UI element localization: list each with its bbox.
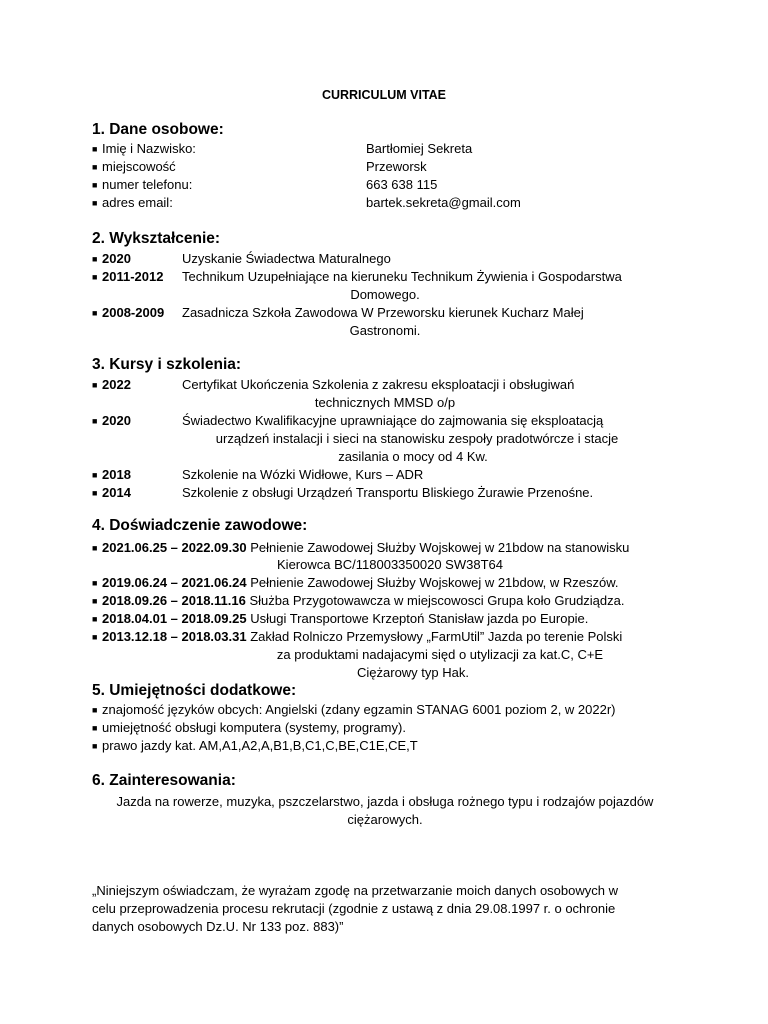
date-label: 2022 bbox=[102, 377, 131, 392]
entry-text: Technikum Uzupełniające na kieruneku Technikum Żywienia i Gospodarstwa bbox=[182, 269, 622, 284]
entry-text: Świadectwo Kwalifikacyjne uprawniające do zajmowania się eksploatacją bbox=[182, 413, 604, 428]
entry-text-continued: Kierowca BC/118003350020 SW38T64 bbox=[277, 557, 503, 572]
date-range-label: 2018.09.26 – 2018.11.16 bbox=[102, 593, 246, 608]
entry-text: Zakład Rolniczo Przemysłowy „FarmUtil” Jazda po terenie Polski bbox=[250, 629, 623, 644]
list-item bbox=[92, 412, 603, 430]
entry-text-continued: Gastronomi. bbox=[349, 323, 421, 338]
entry-text: znajomość języków obcych: Angielski (zdany egzamin STANAG 6001 poziom 2, w 2022r) bbox=[102, 702, 616, 717]
bullet-icon: ■ bbox=[92, 705, 98, 715]
field-label: numer telefonu: bbox=[102, 177, 193, 192]
entry-text: Zasadnicza Szkoła Zawodowa W Przeworsku kierunek Kucharz Małej bbox=[182, 305, 584, 320]
bullet-icon: ■ bbox=[92, 614, 98, 624]
entry-text: umiejętność obsługi komputera (systemy, programy). bbox=[102, 720, 406, 735]
date-range-label: 2021.06.25 – 2022.09.30 bbox=[102, 540, 247, 555]
bullet-icon: ■ bbox=[92, 578, 98, 588]
bullet-icon: ■ bbox=[92, 596, 98, 606]
entry-text-continued: zasilania o mocy od 4 Kw. bbox=[338, 449, 488, 464]
date-label: 2020 bbox=[102, 251, 131, 266]
bullet-icon: ■ bbox=[92, 416, 98, 426]
list-item bbox=[92, 466, 423, 484]
list-item bbox=[92, 194, 173, 212]
section-heading-education: 2. Wykształcenie: bbox=[92, 230, 221, 247]
list-item bbox=[92, 304, 584, 322]
list-item bbox=[92, 176, 192, 194]
bullet-icon: ■ bbox=[92, 162, 98, 172]
interests-text-continued: ciężarowych. bbox=[347, 812, 423, 827]
date-label: 2014 bbox=[102, 485, 131, 500]
field-label: Imię i Nazwisko: bbox=[102, 141, 196, 156]
bullet-icon: ■ bbox=[92, 144, 98, 154]
section-heading-courses: 3. Kursy i szkolenia: bbox=[92, 356, 242, 373]
entry-text-continued: Domowego. bbox=[350, 287, 420, 302]
date-label: 2008-2009 bbox=[102, 305, 165, 320]
date-label: 2018 bbox=[102, 467, 131, 482]
interests-text: Jazda na rowerze, muzyka, pszczelarstwo, jazda i obsługa rożnego typu i rodzajów pojazdów bbox=[116, 794, 654, 809]
list-item bbox=[92, 539, 629, 557]
bullet-icon: ■ bbox=[92, 470, 98, 480]
entry-text: Pełnienie Zawodowej Służby Wojskowej w 21bdow, w Rzeszów. bbox=[250, 575, 619, 590]
list-item bbox=[92, 701, 616, 719]
entry-text-continued: technicznych MMSD o/p bbox=[314, 395, 456, 410]
date-label: 2011-2012 bbox=[102, 269, 164, 284]
entry-text-continued: za produktami nadajacymi sięd o utylizacji za kat.C, C+E bbox=[276, 647, 604, 662]
consent-clause-line: „Niniejszym oświadczam, że wyrażam zgodę na przetwarzanie moich danych osobowych w bbox=[92, 883, 618, 898]
section-heading-skills: 5. Umiejętności dodatkowe: bbox=[92, 682, 297, 699]
list-item bbox=[92, 737, 418, 755]
bullet-icon: ■ bbox=[92, 308, 98, 318]
document-title: CURRICULUM VITAE bbox=[321, 88, 447, 102]
section-heading-experience: 4. Doświadczenie zawodowe: bbox=[92, 517, 308, 534]
field-value: Bartłomiej Sekreta bbox=[366, 141, 473, 156]
entry-text: Szkolenie z obsługi Urządzeń Transportu Bliskiego Żurawie Przenośne. bbox=[182, 485, 594, 500]
list-item bbox=[92, 158, 176, 176]
list-item bbox=[92, 484, 593, 502]
entry-text: Szkolenie na Wózki Widłowe, Kurs – ADR bbox=[182, 467, 424, 482]
date-label: 2020 bbox=[102, 413, 131, 428]
list-item bbox=[92, 719, 406, 737]
field-value: bartek.sekreta@gmail.com bbox=[366, 195, 521, 210]
list-item bbox=[92, 376, 574, 394]
bullet-icon: ■ bbox=[92, 198, 98, 208]
bullet-icon: ■ bbox=[92, 723, 98, 733]
bullet-icon: ■ bbox=[92, 380, 98, 390]
bullet-icon: ■ bbox=[92, 741, 98, 751]
date-range-label: 2018.04.01 – 2018.09.25 bbox=[102, 611, 247, 626]
entry-text: Uzyskanie Świadectwa Maturalnego bbox=[182, 251, 391, 266]
field-label: miejscowość bbox=[102, 159, 176, 174]
list-item bbox=[92, 592, 625, 610]
field-label: adres email: bbox=[102, 195, 173, 210]
field-value: Przeworsk bbox=[366, 159, 427, 174]
entry-text-continued: Ciężarowy typ Hak. bbox=[357, 665, 469, 680]
list-item bbox=[92, 250, 391, 268]
bullet-icon: ■ bbox=[92, 272, 98, 282]
bullet-icon: ■ bbox=[92, 543, 98, 553]
bullet-icon: ■ bbox=[92, 488, 98, 498]
list-item bbox=[92, 628, 622, 646]
bullet-icon: ■ bbox=[92, 180, 98, 190]
date-range-label: 2019.06.24 – 2021.06.24 bbox=[102, 575, 247, 590]
consent-clause-line: danych osobowych Dz.U. Nr 133 poz. 883)” bbox=[92, 919, 344, 934]
consent-clause-line: celu przeprowadzenia procesu rekrutacji (zgodnie z ustawą z dnia 29.08.1997 r. o ochronie bbox=[92, 901, 616, 916]
entry-text: Służba Przygotowawcza w miejscowosci Grupa koło Grudziądza. bbox=[249, 593, 625, 608]
date-range-label: 2013.12.18 – 2018.03.31 bbox=[102, 629, 247, 644]
bullet-icon: ■ bbox=[92, 254, 98, 264]
list-item bbox=[92, 268, 622, 286]
list-item bbox=[92, 140, 196, 158]
entry-text: Usługi Transportowe Krzeptoń Stanisław jazda po Europie. bbox=[250, 611, 589, 626]
field-value: 663 638 115 bbox=[366, 177, 438, 192]
list-item bbox=[92, 574, 619, 592]
entry-text-continued: urządzeń instalacji i sieci na stanowisku zespoły pradotwórcze i stacje bbox=[215, 431, 619, 446]
entry-text: Certyfikat Ukończenia Szkolenia z zakresu eksploatacji i obsługiwań bbox=[182, 377, 575, 392]
entry-text: Pełnienie Zawodowej Służby Wojskowej w 21bdow na stanowisku bbox=[250, 540, 630, 555]
section-heading-personal-data: 1. Dane osobowe: bbox=[92, 121, 224, 138]
section-heading-interests: 6. Zainteresowania: bbox=[92, 772, 236, 789]
list-item bbox=[92, 610, 588, 628]
entry-text: prawo jazdy kat. AM,A1,A2,A,B1,B,C1,C,BE,C1E,CE,T bbox=[102, 738, 418, 753]
bullet-icon: ■ bbox=[92, 632, 98, 642]
